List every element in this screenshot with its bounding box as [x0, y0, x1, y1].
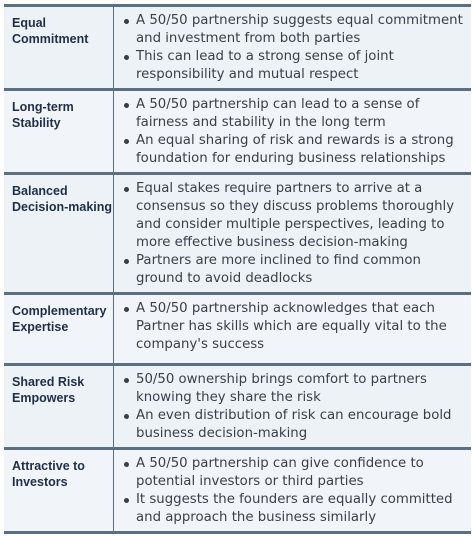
list-item: A 50/50 partnership can give confidence to potential investors or third parties — [122, 455, 465, 491]
table-row — [4, 175, 471, 295]
bullet-list — [122, 180, 465, 288]
row-content — [114, 366, 471, 447]
row-label: Complementary Expertise — [4, 295, 114, 363]
table-row — [4, 450, 471, 534]
bullet-list — [122, 300, 465, 354]
table-row — [4, 295, 471, 366]
row-content — [114, 91, 471, 172]
list-item: Equal stakes require partners to arrive at a consensus so they discuss problems thoroughly and consider multiple perspectives, leading to more effective business decision-making — [122, 180, 465, 252]
bullet-list — [122, 371, 465, 443]
row-content — [114, 7, 471, 88]
benefits-table — [4, 4, 471, 534]
list-item: A 50/50 partnership acknowledges that each Partner has skills which are equally vital to the company's success — [122, 300, 465, 354]
row-content — [114, 450, 471, 531]
list-item: It suggests the founders are equally committed and approach the business similarly — [122, 491, 465, 527]
row-label: Equal Commitment — [4, 7, 114, 88]
list-item: 50/50 ownership brings comfort to partners knowing they share the risk — [122, 371, 465, 407]
list-item: A 50/50 partnership suggests equal commitment and investment from both parties — [122, 12, 465, 48]
row-label: Shared Risk Empowers — [4, 366, 114, 447]
table-row — [4, 7, 471, 91]
list-item: An even distribution of risk can encourage bold business decision-making — [122, 407, 465, 443]
list-item: An equal sharing of risk and rewards is a strong foundation for enduring business relationships — [122, 132, 465, 168]
row-content — [114, 175, 471, 292]
table-row — [4, 91, 471, 175]
row-label: Balanced Decision-making — [4, 175, 114, 292]
row-label: Long-term Stability — [4, 91, 114, 172]
list-item: This can lead to a strong sense of joint responsibility and mutual respect — [122, 48, 465, 84]
list-item: A 50/50 partnership can lead to a sense of fairness and stability in the long term — [122, 96, 465, 132]
row-label: Attractive to Investors — [4, 450, 114, 531]
row-content — [114, 295, 471, 363]
list-item: Partners are more inclined to find common ground to avoid deadlocks — [122, 252, 465, 288]
bullet-list — [122, 455, 465, 527]
bullet-list — [122, 12, 465, 84]
bullet-list — [122, 96, 465, 168]
table-row — [4, 366, 471, 450]
